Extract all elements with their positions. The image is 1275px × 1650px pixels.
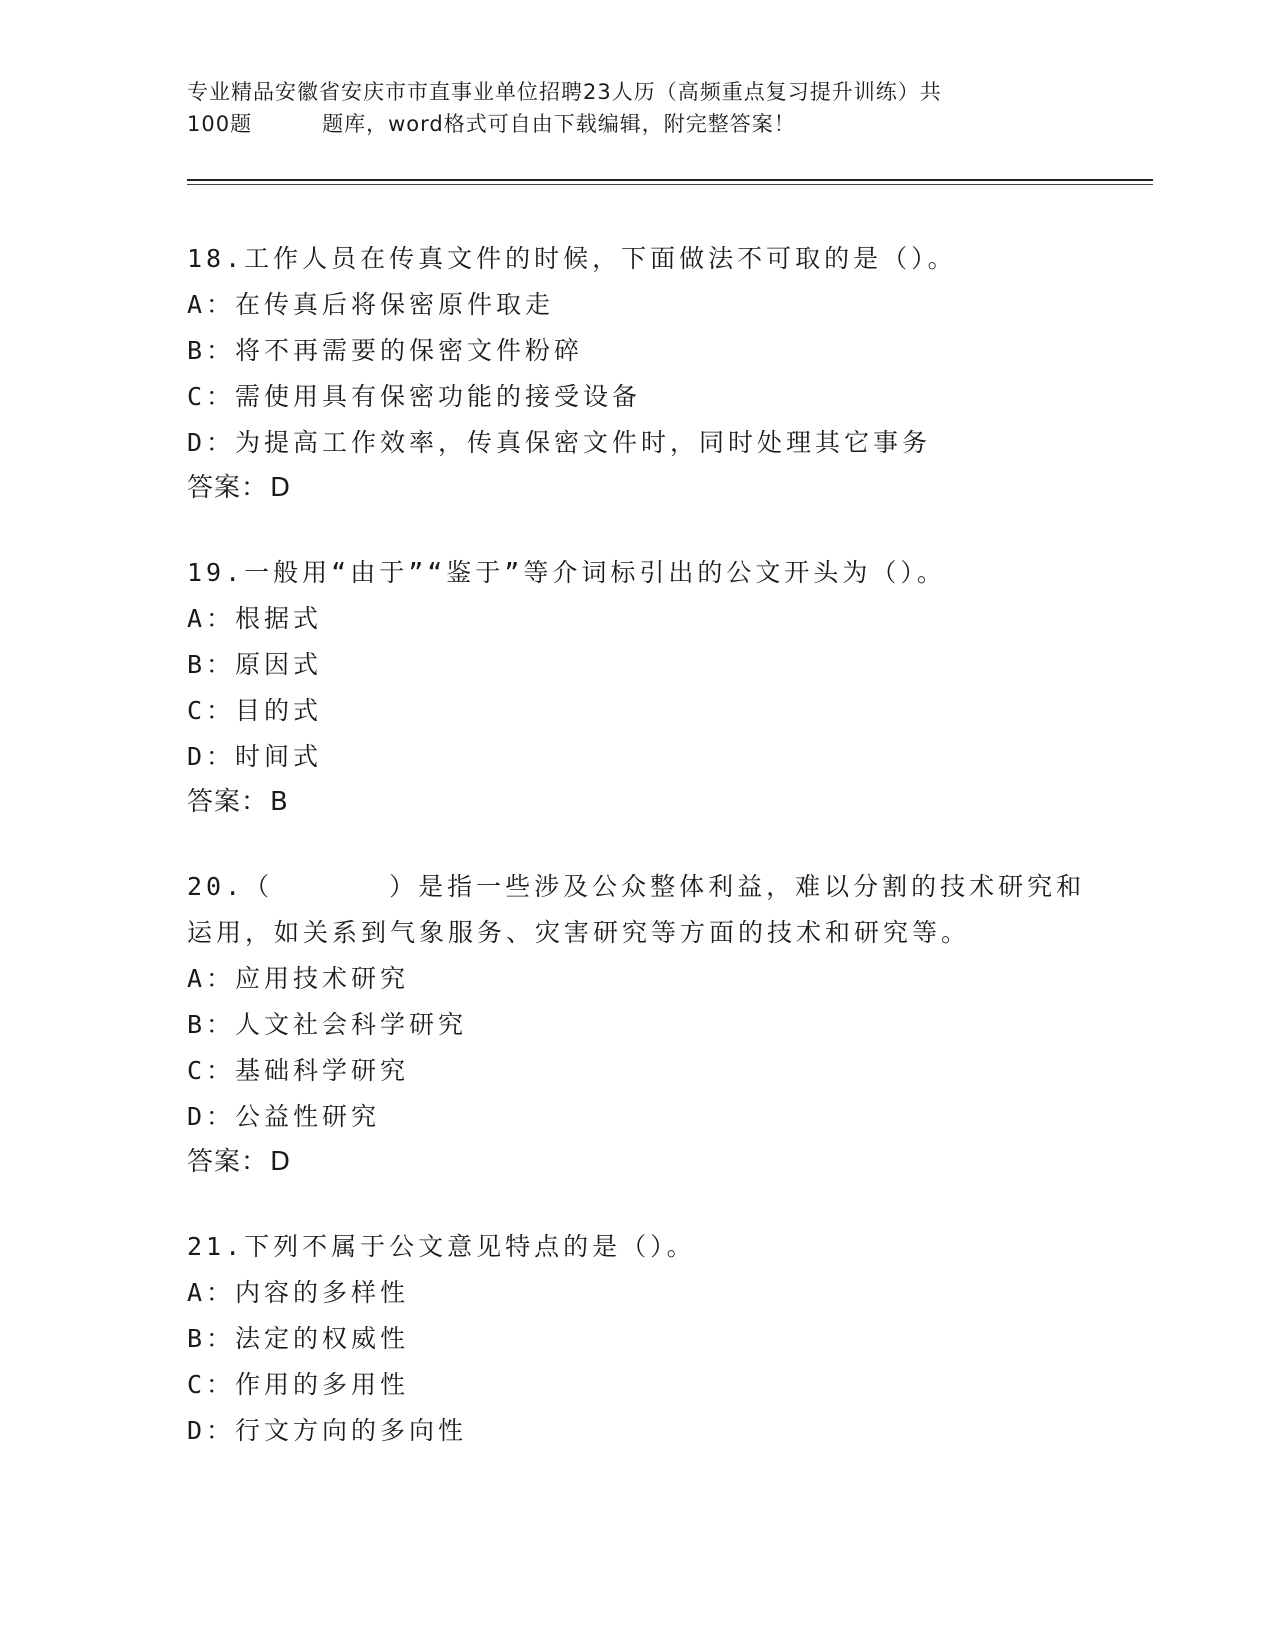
option-b: B：人文社会科学研究	[187, 1010, 468, 1039]
option-d: D：行文方向的多向性	[187, 1416, 468, 1445]
answer-label: 答案：	[187, 787, 269, 817]
question-19	[187, 550, 1087, 824]
question-stem-line-1: 20.（ ）是指一些涉及公众整体利益，难以分割的技术研究和	[187, 872, 1086, 901]
header-title-line-2	[187, 108, 1087, 140]
option-d: D：时间式	[187, 742, 323, 771]
question-stem: 18.工作人员在传真文件的时候，下面做法不可取的是（）。	[187, 244, 957, 273]
option-a: A：根据式	[187, 604, 323, 633]
header-title-line-1: 专业精品安徽省安庆市市直事业单位招聘23人历（高频重点复习提升训练）共	[187, 80, 942, 104]
answer-line	[187, 780, 1087, 824]
question-list	[187, 236, 1087, 1494]
header-subtitle: 题库，word格式可自由下载编辑，附完整答案！	[322, 112, 796, 136]
document-header	[187, 76, 1087, 140]
question-stem: 19.一般用“由于”“鉴于”等介词标引出的公文开头为（）。	[187, 558, 946, 587]
option-b: B：原因式	[187, 650, 323, 679]
question-20	[187, 864, 1087, 1184]
answer-line	[187, 1140, 1087, 1184]
answer-value: D	[270, 1147, 292, 1177]
option-a: A：应用技术研究	[187, 964, 410, 993]
header-rule-thick	[187, 179, 1153, 181]
option-b: B：法定的权威性	[187, 1324, 410, 1353]
header-rule-thin	[187, 184, 1153, 185]
answer-value: B	[270, 787, 289, 817]
option-c: C：基础科学研究	[187, 1056, 410, 1085]
option-c: C：作用的多用性	[187, 1370, 410, 1399]
answer-line	[187, 466, 1087, 510]
question-stem: 21.下列不属于公文意见特点的是（）。	[187, 1232, 696, 1261]
option-d: D：公益性研究	[187, 1102, 381, 1131]
option-a: A：在传真后将保密原件取走	[187, 290, 555, 319]
answer-label: 答案：	[187, 1147, 269, 1177]
question-21	[187, 1224, 1087, 1454]
header-count: 100题	[187, 112, 253, 136]
question-stem-line-2: 运用，如关系到气象服务、灾害研究等方面的技术和研究等。	[187, 918, 971, 947]
question-18	[187, 236, 1087, 510]
answer-value: D	[270, 473, 292, 503]
option-d: D：为提高工作效率，传真保密文件时，同时处理其它事务	[187, 428, 932, 457]
option-c: C：目的式	[187, 696, 323, 725]
option-a: A：内容的多样性	[187, 1278, 410, 1307]
option-c: C：需使用具有保密功能的接受设备	[187, 382, 642, 411]
option-b: B：将不再需要的保密文件粉碎	[187, 336, 584, 365]
answer-label: 答案：	[187, 473, 269, 503]
